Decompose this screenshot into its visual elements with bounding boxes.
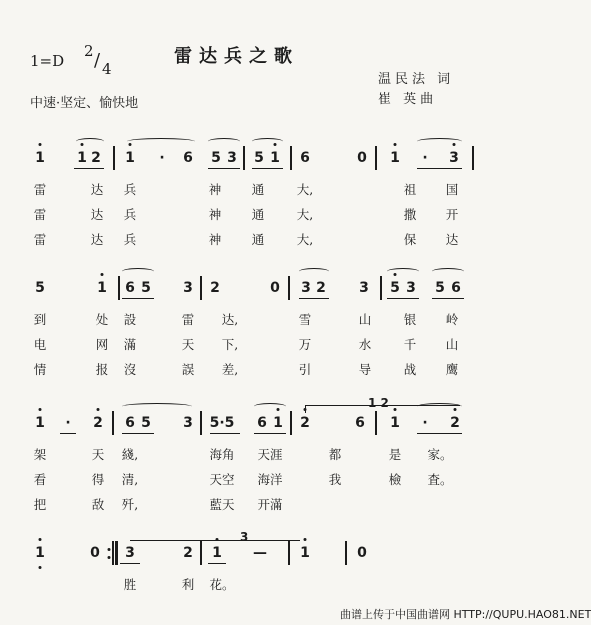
note: 6 (125, 280, 135, 296)
lyric-syllable: 綫, (121, 447, 139, 462)
bar-line (380, 276, 382, 300)
beam-underline (254, 433, 286, 434)
note: 2 (91, 150, 101, 166)
note: 5 (141, 415, 151, 431)
bar-line (118, 276, 120, 300)
lyric-syllable: 雷 (181, 312, 195, 327)
beam-underline (417, 168, 462, 169)
lyric-syllable: 沒 (123, 362, 137, 377)
lyric-syllable: 是 (388, 447, 402, 462)
lyric-syllable: 兵 (123, 232, 137, 247)
note: · (422, 150, 428, 166)
note: 1 (390, 415, 400, 431)
lyric-syllable: 神 (208, 207, 222, 222)
slur (387, 268, 419, 275)
meter-top: 2 (84, 42, 94, 60)
note: 5 (35, 280, 45, 296)
lyric-syllable: 把 (33, 497, 47, 512)
lyricist-credit: 温民法 词 (378, 72, 455, 87)
note: 2 (450, 415, 460, 431)
slur (208, 138, 240, 145)
lyric-syllable: 达 (90, 182, 104, 197)
lyric-syllable: 我 (328, 472, 342, 487)
octave-dot (39, 408, 42, 411)
lyric-syllable: 处 (95, 312, 109, 327)
lyric-syllable: 都 (328, 447, 342, 462)
lyric-syllable: 通 (251, 182, 265, 197)
lyric-syllable: 天涯 (257, 447, 283, 462)
note: · (65, 415, 71, 431)
note: 2 (93, 415, 103, 431)
lyric-syllable: 达 (90, 232, 104, 247)
beam-underline (208, 563, 226, 564)
note: 5 (211, 150, 221, 166)
lyric-syllable: 达 (90, 207, 104, 222)
lyric-syllable: 雷 (33, 232, 47, 247)
note: 1 (300, 545, 310, 561)
lyric-syllable: 达, (221, 312, 239, 327)
song-title: 雷达兵之歌 (174, 46, 299, 67)
beam-underline (387, 298, 419, 299)
bar-line (200, 411, 202, 435)
bar-line (112, 541, 114, 565)
lyric-syllable: 胜 (123, 577, 137, 592)
note: 5 (390, 280, 400, 296)
note: · (159, 150, 165, 166)
lyric-syllable: 战 (403, 362, 417, 377)
lyric-syllable: 鹰 (445, 362, 459, 377)
volta-line (130, 540, 300, 541)
lyric-syllable: 天 (181, 337, 195, 352)
bar-line (113, 146, 115, 170)
note: · (422, 415, 428, 431)
lyric-syllable: 利 (181, 577, 195, 592)
slur (122, 403, 192, 410)
note: 6 (125, 415, 135, 431)
lyric-syllable: 电 (33, 337, 47, 352)
lyric-syllable: 神 (208, 232, 222, 247)
beam-underline (120, 563, 140, 564)
octave-dot (101, 273, 104, 276)
lyric-syllable: 設 (123, 312, 137, 327)
bar-line (290, 411, 292, 435)
beam-underline (252, 168, 283, 169)
slur (299, 268, 329, 275)
note: 3 (183, 415, 193, 431)
slur (432, 268, 464, 275)
lyric-syllable: 下, (221, 337, 239, 352)
note: 1 (212, 545, 222, 561)
note: 1 (270, 150, 280, 166)
note: 2 (183, 545, 193, 561)
lyric-syllable: 引 (298, 362, 312, 377)
lyric-syllable: 万 (298, 337, 312, 352)
note: 0 (357, 150, 367, 166)
lyric-syllable: 保 (403, 232, 417, 247)
lyric-syllable: 达 (445, 232, 459, 247)
lyric-syllable: 雷 (33, 207, 47, 222)
note: 1 (97, 280, 107, 296)
meter-bottom: 4 (102, 60, 112, 78)
lyric-syllable: 到 (33, 312, 47, 327)
repeat-dot (108, 548, 111, 551)
beam-underline (122, 298, 154, 299)
note: 1 (35, 150, 45, 166)
note: 5 (435, 280, 445, 296)
note: 1 (390, 150, 400, 166)
lyric-syllable: 神 (208, 182, 222, 197)
lyric-syllable: 雪 (298, 312, 312, 327)
beam-underline (122, 433, 154, 434)
lyric-syllable: 大, (296, 182, 314, 197)
lyric-syllable: 誤 (181, 362, 195, 377)
lyric-syllable: 国 (445, 182, 459, 197)
key-signature: 1=D (30, 52, 65, 70)
meter-slash: / (94, 50, 101, 71)
note: 3 (301, 280, 311, 296)
lyric-syllable: 通 (251, 207, 265, 222)
slur (122, 268, 154, 275)
bar-line (345, 541, 347, 565)
volta-label: 1 2 (368, 396, 389, 410)
bar-line (290, 146, 292, 170)
slur (254, 403, 286, 410)
note: 0 (357, 545, 367, 561)
octave-dot (39, 566, 42, 569)
beam-underline (74, 168, 104, 169)
note: 3 (183, 280, 193, 296)
slur (127, 138, 195, 145)
lyric-syllable: 水 (358, 337, 372, 352)
lyric-syllable: 海角 (209, 447, 235, 462)
note: 6 (183, 150, 193, 166)
octave-dot (39, 538, 42, 541)
octave-dot (394, 273, 397, 276)
lyric-syllable: 银 (403, 312, 417, 327)
lyric-syllable: 千 (403, 337, 417, 352)
note: 1 (35, 415, 45, 431)
lyric-syllable: 得 (91, 472, 105, 487)
lyric-syllable: 雷 (33, 182, 47, 197)
lyric-syllable: 花。 (209, 577, 235, 592)
repeat-dot (108, 556, 111, 559)
lyric-syllable: 敌 (91, 497, 105, 512)
lyric-syllable: 差, (221, 362, 239, 377)
bar-line (200, 276, 202, 300)
lyric-syllable: 大, (296, 232, 314, 247)
note: 0 (90, 545, 100, 561)
lyric-syllable: 家。 (427, 447, 453, 462)
bar-line (288, 541, 290, 565)
note: 6 (300, 150, 310, 166)
lyric-syllable: 开 (445, 207, 459, 222)
lyric-syllable: 撒 (403, 207, 417, 222)
octave-dot (97, 408, 100, 411)
volta-label: 3 (240, 530, 249, 544)
note: 2 (316, 280, 326, 296)
bar-line (375, 411, 377, 435)
note: 1 (125, 150, 135, 166)
note: 5 (254, 150, 264, 166)
octave-dot (39, 143, 42, 146)
octave-dot (277, 408, 280, 411)
octave-dot (81, 143, 84, 146)
note: 0 (270, 280, 280, 296)
lyric-syllable: 藍天 (209, 497, 235, 512)
watermark: 曲谱上传于中国曲谱网 HTTP://QUPU.HAO81.NET (340, 608, 591, 621)
octave-dot (454, 408, 457, 411)
lyric-syllable: 滿 (123, 337, 137, 352)
note: 3 (125, 545, 135, 561)
note: 5·5 (209, 415, 235, 431)
lyric-syllable: 清, (121, 472, 139, 487)
slur (252, 138, 283, 145)
lyric-syllable: 査。 (427, 472, 453, 487)
lyric-syllable: 导 (358, 362, 372, 377)
lyric-syllable: 海洋 (257, 472, 283, 487)
note: 1 (35, 545, 45, 561)
beam-underline (60, 433, 76, 434)
note: 2 (210, 280, 220, 296)
beam-underline (432, 298, 464, 299)
note: 6 (257, 415, 267, 431)
bar-line (112, 411, 114, 435)
lyric-syllable: 天 (91, 447, 105, 462)
beam-underline (299, 298, 329, 299)
lyric-syllable: 岭 (445, 312, 459, 327)
lyric-syllable: 山 (358, 312, 372, 327)
note: 2 (300, 415, 310, 431)
lyric-syllable: 通 (251, 232, 265, 247)
note: — (253, 545, 267, 561)
lyric-syllable: 天空 (209, 472, 235, 487)
octave-dot (394, 143, 397, 146)
repeat-bar (115, 541, 118, 565)
note: 3 (406, 280, 416, 296)
lyric-syllable: 报 (95, 362, 109, 377)
octave-dot (129, 143, 132, 146)
bar-line (243, 146, 245, 170)
note: 3 (359, 280, 369, 296)
lyric-syllable: 祖 (403, 182, 417, 197)
octave-dot (453, 143, 456, 146)
note: 5 (141, 280, 151, 296)
beam-underline (417, 433, 462, 434)
note: 6 (451, 280, 461, 296)
octave-dot (304, 538, 307, 541)
end-bar (472, 146, 474, 170)
lyric-syllable: 歼, (121, 497, 139, 512)
lyric-syllable: 大, (296, 207, 314, 222)
lyric-syllable: 情 (33, 362, 47, 377)
beam-underline (208, 168, 240, 169)
note: 1 (77, 150, 87, 166)
lyric-syllable: 山 (445, 337, 459, 352)
bar-line (288, 276, 290, 300)
note: 3 (449, 150, 459, 166)
lyric-syllable: 兵 (123, 182, 137, 197)
note: 1 (273, 415, 283, 431)
bar-line (375, 146, 377, 170)
octave-dot (394, 408, 397, 411)
lyric-syllable: 看 (33, 472, 47, 487)
composer-credit: 崔 英曲 (378, 92, 438, 107)
lyric-syllable: 开滿 (257, 497, 283, 512)
beam-underline (210, 433, 240, 434)
lyric-syllable: 网 (95, 337, 109, 352)
lyric-syllable: 檢 (388, 472, 402, 487)
bar-line (200, 541, 202, 565)
lyric-syllable: 架 (33, 447, 47, 462)
tempo-marking: 中速·坚定、愉快地 (30, 96, 139, 111)
note: 3 (227, 150, 237, 166)
note: 6 (355, 415, 365, 431)
volta-line (305, 405, 306, 413)
octave-dot (274, 143, 277, 146)
lyric-syllable: 兵 (123, 207, 137, 222)
